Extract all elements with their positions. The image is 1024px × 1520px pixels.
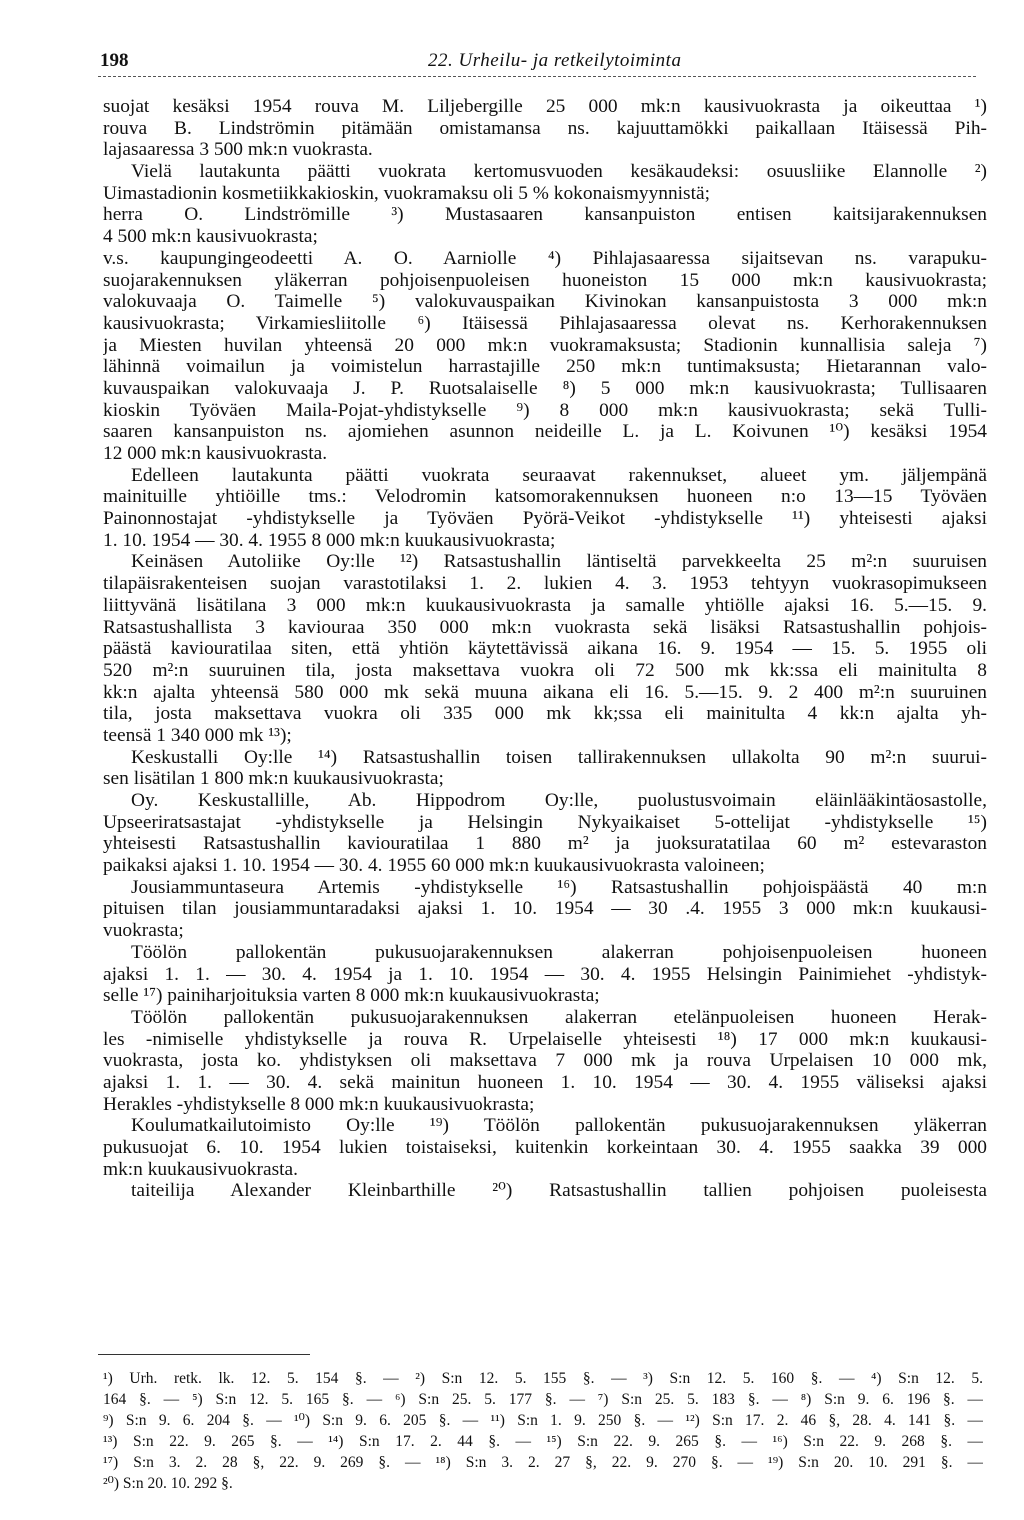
- text-line: mainituille yhtiöille tms.: Velodromin katsomorakennuksen huoneen n:o 13—15 Työväen: [103, 486, 987, 508]
- page-number: 198: [100, 50, 129, 71]
- footnote-line: ⁹) S:n 9. 6. 204 §. — ¹⁰) S:n 9. 6. 205 §. — ¹¹) S:n 1. 9. 250 §. — ¹²) S:n 17. 2. 46 §, 28. 4. 141 §. —: [103, 1412, 983, 1429]
- text-line: valokuvaaja O. Taimelle ⁵) valokuvauspaikan Kivinokan kansanpuistosta 3 000 mk:n: [103, 291, 987, 313]
- text-line: Jousiammuntaseura Artemis -yhdistykselle ¹⁶) Ratsastushallin pohjoispäästä 40 m:n: [131, 876, 987, 898]
- text-line: tilapäisrakenteisen suojan varastotilaksi 1. 2. lukien 4. 3. 1953 tehtyyn vuokrasopimukseen: [103, 573, 987, 595]
- text-line: ajaksi 1. 1. — 30. 4. sekä mainitun huoneen 1. 10. 1954 — 30. 4. 1955 väliseksi ajaksi: [103, 1071, 987, 1093]
- text-line: sen lisätilan 1 800 mk:n kuukausivuokrasta;: [103, 768, 444, 790]
- text-line: rouva B. Lindströmin pitämään omistamansa ns. kajuuttamökki paikallaan Itäisessä Pih-: [103, 117, 987, 139]
- page-header: [98, 50, 976, 76]
- body-text: [103, 96, 987, 1202]
- footnote-line: ¹) Urh. retk. lk. 12. 5. 154 §. — ²) S:n 12. 5. 155 §. — ³) S:n 12. 5. 160 §. — ⁴) S:n 12. 5.: [103, 1370, 983, 1387]
- text-line: yhteisesti Ratsastushallin kaviouratilaa 1 880 m² ja juoksuratatilaa 60 m² estevaraston: [103, 833, 987, 855]
- text-line: Töölön pallokentän pukusuojarakennuksen alakerran etelänpuoleisen huoneen Herak-: [131, 1006, 987, 1028]
- footnote-line: ¹⁷) S:n 3. 2. 28 §, 22. 9. 269 §. — ¹⁸) S:n 3. 2. 27 §, 22. 9. 270 §. — ¹⁹) S:n 20. 10. 291 §. —: [103, 1454, 983, 1471]
- text-line: 12 000 mk:n kausivuokrasta.: [103, 443, 328, 464]
- text-line: Painonnostajat -yhdistykselle ja Työväen Pyörä-Veikot -yhdistykselle ¹¹) yhteisesti ajaksi: [103, 508, 987, 530]
- text-line: ajaksi 1. 1. — 30. 4. 1954 ja 1. 10. 1954 — 30. 4. 1955 Helsingin Painimiehet -yhdistyk-: [103, 963, 987, 985]
- text-line: Uimastadionin kosmetiikkakioskin, vuokramaksu oli 5 % kokonaismyynnistä;: [103, 182, 710, 204]
- text-line: 4 500 mk:n kausivuokrasta;: [103, 226, 318, 248]
- text-line: paikaksi ajaksi 1. 10. 1954 — 30. 4. 1955 60 000 mk:n kuukausivuokrasta valoineen;: [103, 855, 765, 877]
- text-line: ja Miesten huvilan yhteensä 20 000 mk:n vuokramaksusta; Stadionin kunnallisia saleja ⁷): [103, 334, 987, 356]
- text-line: selle ¹⁷) painiharjoituksia varten 8 000 mk:n kuukausivuokrasta;: [103, 985, 600, 1007]
- text-line: les -nimiselle yhdistykselle ja rouva R. Urpelaiselle yhteisesti ¹⁸) 17 000 mk:n kuukausi-: [103, 1028, 987, 1050]
- text-line: tila, josta maksettava vuokra oli 335 000 mk kk;ssa eli mainitulta 4 kk:n ajalta yh-: [103, 703, 987, 725]
- running-title: 22. Urheilu- ja retkeilytoiminta: [428, 50, 682, 71]
- text-line: teensä 1 340 000 mk ¹³);: [103, 724, 292, 746]
- footnote-line: ²⁰) S:n 20. 10. 292 §.: [103, 1475, 233, 1492]
- text-line: Herakles -yhdistykselle 8 000 mk:n kuukausivuokrasta;: [103, 1093, 535, 1115]
- text-line: saaren kansanpuiston ns. ajomiehen asunnon neideille L. ja L. Koivunen ¹⁰) kesäksi 1954: [103, 421, 987, 443]
- text-line: suojarakennuksen yläkerran pohjoisenpuoleisen huoneiston 15 000 mk:n kausivuokrasta;: [103, 269, 987, 291]
- text-line: v.s. kaupungingeodeetti A. O. Aarniolle ⁴) Pihlajasaaressa sijaitsevan ns. varapuku-: [103, 247, 987, 269]
- text-line: lajasaaressa 3 500 mk:n vuokrasta.: [103, 139, 373, 161]
- text-line: kioskin Työväen Maila-Pojat-yhdistykselle ⁹) 8 000 mk:n kausivuokrasta; sekä Tulli-: [103, 399, 987, 421]
- text-line: Ratsastushallista 3 kaviouraa 350 000 mk:n vuokrasta sekä lisäksi Ratsastushallin pohjois-: [103, 616, 987, 638]
- text-line: mk:n kuukausivuokrasta.: [103, 1158, 298, 1180]
- text-line: vuokrasta;: [103, 920, 184, 942]
- text-line: kk:n ajalta yhteensä 580 000 mk sekä muuna aikana eli 16. 5.—15. 9. 2 400 m²:n suuruinen: [103, 681, 987, 703]
- text-line: päästä kaviouratilaa siten, että yhtiön käytettävissä aikana 16. 9. 1954 — 15. 5. 1955 oli: [103, 638, 987, 660]
- text-line: vuokrasta, josta ko. yhdistyksen oli maksettava 7 000 mk ja rouva Urpelaisen 10 000 mk,: [103, 1050, 987, 1072]
- text-line: taiteilija Alexander Kleinbarthille ²⁰) Ratsastushallin tallien pohjoisen puoleisesta: [131, 1180, 987, 1202]
- text-line: kuvauspaikan valokuvaaja J. P. Ruotsalaiselle ⁸) 5 000 mk:n kausivuokrasta; Tullisaaren: [103, 377, 987, 399]
- footnotes: [103, 1368, 983, 1494]
- text-line: herra O. Lindströmille ³) Mustasaaren kansanpuiston entisen kaitsijarakennuksen: [103, 204, 987, 226]
- footnote-line: ¹³) S:n 22. 9. 265 §. — ¹⁴) S:n 17. 2. 44 §. — ¹⁵) S:n 22. 9. 265 §. — ¹⁶) S:n 22. 9. 268 §. —: [103, 1433, 983, 1450]
- text-line: Töölön pallokentän pukusuojarakennuksen alakerran pohjoisenpuoleisen huoneen: [131, 941, 987, 963]
- text-line: Edelleen lautakunta päätti vuokrata seuraavat rakennukset, alueet ym. jäljempänä: [131, 464, 987, 486]
- text-line: 520 m²:n suuruinen tila, josta maksettava vuokra oli 72 500 mk kk:ssa eli mainitulta 8: [103, 659, 987, 681]
- text-line: 1. 10. 1954 — 30. 4. 1955 8 000 mk:n kuukausivuokrasta;: [103, 529, 556, 551]
- text-line: Upseeriratsastajat -yhdistykselle ja Helsingin Nykyaikaiset 5-ottelijat -yhdistykselle ¹⁵): [103, 811, 987, 833]
- footnote-rule: [98, 1354, 310, 1355]
- text-line: Keinäsen Autoliike Oy:lle ¹²) Ratsastushallin läntiseltä parvekkeelta 25 m²:n suuruisen: [131, 551, 987, 573]
- text-line: liittyvänä lisätilana 3 000 mk:n kuukausivuokrasta ja samalle yhtiölle ajaksi 16. 5.—15. 9.: [103, 594, 987, 616]
- text-line: Vielä lautakunta päätti vuokrata kertomusvuoden kesäkaudeksi: osuusliike Elannolle ²): [131, 161, 987, 183]
- footnote-line: 164 §. — ⁵) S:n 12. 5. 165 §. — ⁶) S:n 25. 5. 177 §. — ⁷) S:n 25. 5. 183 §. — ⁸) S:n 9. 6. 196 §. —: [103, 1391, 983, 1408]
- text-line: pukusuojat 6. 10. 1954 lukien toistaiseksi, kuitenkin korkeintaan 30. 4. 1955 saakka 39 000: [103, 1137, 987, 1158]
- header-rule: [98, 76, 976, 77]
- text-line: Koulumatkailutoimisto Oy:lle ¹⁹) Töölön pallokentän pukusuojarakennuksen yläkerran: [131, 1115, 987, 1137]
- text-line: suojat kesäksi 1954 rouva M. Liljebergille 25 000 mk:n kausivuokrasta ja oikeuttaa ¹): [103, 96, 987, 117]
- text-line: Oy. Keskustallille, Ab. Hippodrom Oy:lle, puolustusvoimain eläinlääkintäosastolle,: [131, 790, 987, 811]
- text-line: pituisen tilan jousiammuntaradaksi ajaksi 1. 10. 1954 — 30 .4. 1955 3 000 mk:n kuukausi-: [103, 898, 987, 920]
- text-line: Keskustalli Oy:lle ¹⁴) Ratsastushallin toisen tallirakennuksen ullakolta 90 m²:n suurui-: [131, 746, 987, 768]
- text-line: lähinnä voimailun ja voimistelun harrastajille 250 mk:n tuntimaksusta; Hietarannan valo-: [103, 356, 987, 378]
- text-line: kausivuokrasta; Virkamiesliitolle ⁶) Itäisessä Pihlajasaaressa olevat ns. Kerhorakennuksen: [103, 312, 987, 334]
